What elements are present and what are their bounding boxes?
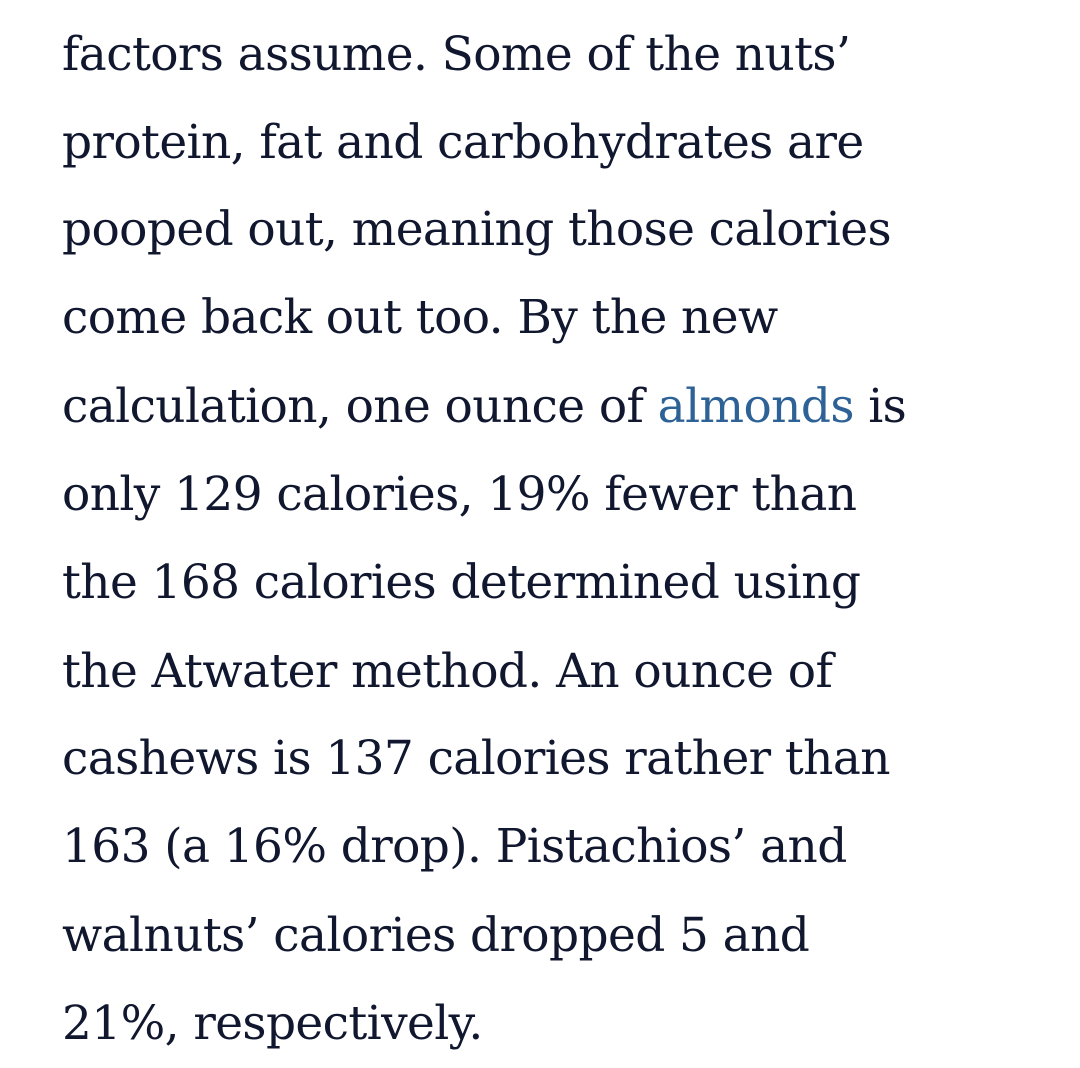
text-line-10: 163 (a 16% drop). Pistachios’ and [62, 819, 847, 874]
text-line-5-before: calculation, one ounce of [62, 379, 658, 434]
text-line-1: factors assume. Some of the nuts’ [62, 27, 851, 82]
text-line-11: walnuts’ calories dropped 5 and [62, 908, 810, 963]
text-line-12: 21%, respectively. [62, 996, 483, 1051]
almonds-link[interactable]: almonds [657, 379, 854, 434]
text-line-5 [62, 377, 906, 437]
text-line-4: come back out too. By the new [62, 290, 778, 345]
text-line-5-after: is [853, 379, 907, 434]
text-line-3: pooped out, meaning those calories [62, 202, 891, 257]
text-line-2: protein, fat and carbohydrates are [62, 115, 864, 170]
text-line-8: the Atwater method. An ounce of [62, 644, 833, 699]
text-line-6: only 129 calories, 19% fewer than [62, 467, 857, 522]
text-line-9: cashews is 137 calories rather than [62, 731, 890, 786]
text-line-7: the 168 calories determined using [62, 555, 861, 610]
